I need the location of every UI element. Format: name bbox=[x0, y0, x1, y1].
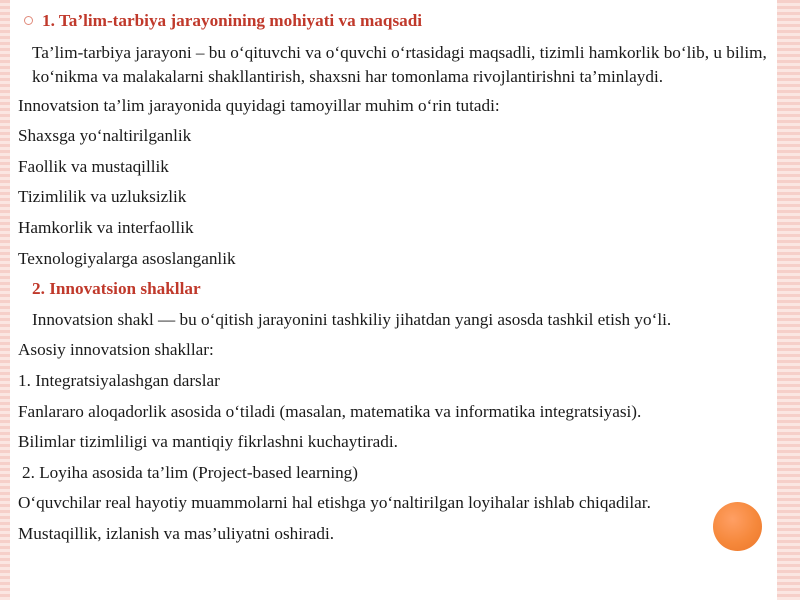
section-heading-1 bbox=[18, 6, 778, 37]
decorative-left-border bbox=[0, 0, 10, 600]
form-detail-line: Bilimlar tizimliligi va mantiqiy fikrlashni kuchaytiradi. bbox=[18, 432, 398, 452]
principle-item: Shaxsga yo‘naltirilganlik bbox=[18, 126, 192, 146]
bullet-circle-icon bbox=[24, 16, 33, 25]
principle-item: Hamkorlik va interfaollik bbox=[18, 217, 194, 237]
form-title: 1. Integratsiyalashgan darslar bbox=[18, 370, 220, 390]
slide-content bbox=[18, 6, 778, 550]
orange-circle-decoration bbox=[713, 502, 762, 551]
form-detail-line: O‘quvchilar real hayotiy muammolarni hal etishga yo‘naltirilgan loyihalar ishlab chiqadilar. bbox=[18, 493, 651, 513]
definition-paragraph: Innovatsion shakl — bu o‘qitish jarayonini tashkiliy jihatdan yangi asosda tashkil etish yo‘li. bbox=[32, 309, 672, 329]
form-title: 2. Loyiha asosida ta’lim (Project-based learning) bbox=[22, 462, 359, 482]
section-heading-1-text: 1. Ta’lim-tarbiya jarayonining mohiyati va maqsadi bbox=[42, 11, 423, 30]
principle-item: Tizimlilik va uzluksizlik bbox=[18, 187, 187, 207]
principle-item: Faollik va mustaqillik bbox=[18, 156, 169, 176]
forms-intro: Asosiy innovatsion shakllar: bbox=[18, 340, 214, 360]
section-heading-2: 2. Innovatsion shakllar bbox=[32, 279, 201, 299]
principles-intro: Innovatsion ta’lim jarayonida quyidagi tamoyillar muhim o‘rin tutadi: bbox=[18, 95, 500, 115]
principle-item: Texnologiyalarga asoslanganlik bbox=[18, 248, 236, 268]
form-detail-line: Mustaqillik, izlanish va mas’uliyatni oshiradi. bbox=[18, 523, 335, 543]
intro-paragraph: Ta’lim-tarbiya jarayoni – bu o‘qituvchi va o‘quvchi o‘rtasidagi maqsadli, tizimli hamkorlik bo‘lib, u bilim, ko‘nikma va malakalarni shakllantirish, shaxsni har tomonlama rivojlantirishni ta’minlaydi. bbox=[32, 42, 767, 86]
form-detail-line: Fanlararo aloqadorlik asosida o‘tiladi (masalan, matematika va informatika integratsiyasi). bbox=[18, 401, 642, 421]
